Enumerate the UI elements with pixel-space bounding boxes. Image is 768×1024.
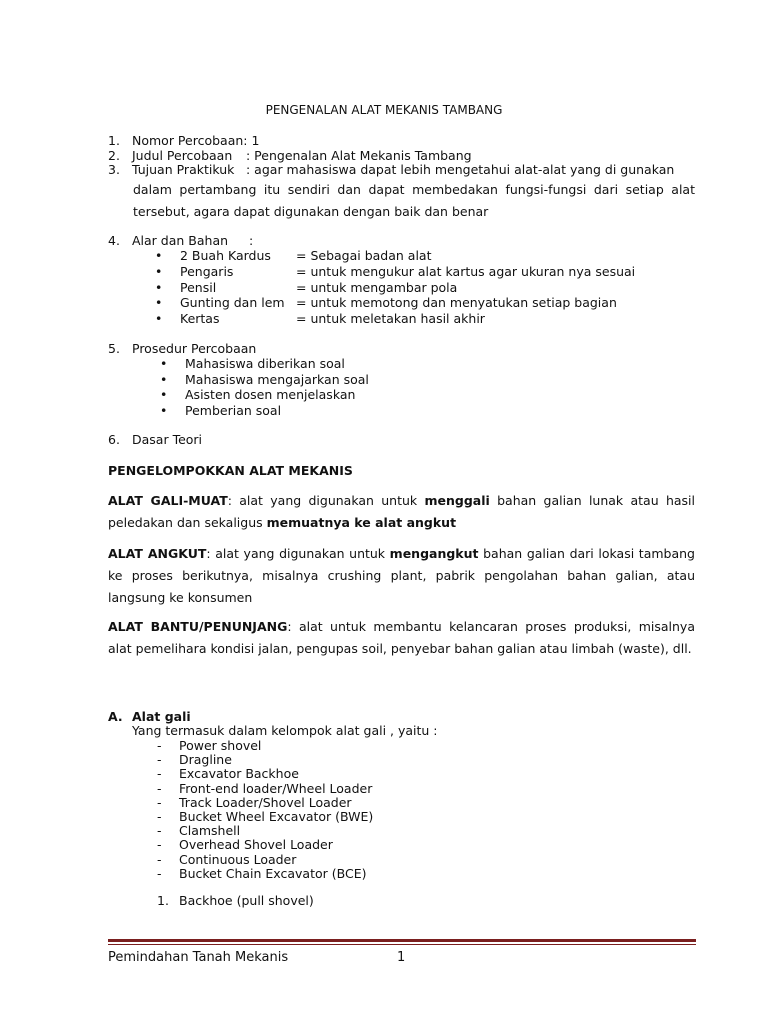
emphasis: menggali [424, 493, 490, 508]
section-letter: A. [108, 709, 123, 724]
procedure-step: Pemberian soal [185, 402, 282, 418]
term: ALAT BANTU/PENUNJANG [108, 619, 288, 634]
paragraph-alat-bantu [108, 616, 695, 660]
item-label: Judul Percobaan [132, 148, 233, 163]
material-name: Gunting dan lem [180, 295, 285, 311]
material-name: 2 Buah Kardus [180, 248, 271, 263]
material-desc: = Sebagai badan alat [296, 248, 432, 263]
equipment-name: Overhead Shovel Loader [179, 837, 333, 853]
item-nomor-percobaan [108, 133, 259, 149]
item-number: 4. [108, 233, 120, 248]
equipment-name: Power shovel [179, 738, 262, 753]
item-label: Tujuan Praktikuk [132, 162, 235, 177]
dash-bullet: - [157, 808, 162, 824]
equipment-name: Track Loader/Shovel Loader [179, 794, 352, 810]
procedure-step: Asisten dosen menjelaskan [185, 387, 356, 403]
text: : alat yang digunakan untuk [227, 493, 425, 508]
paragraph-alat-angkut [108, 543, 695, 609]
bullet-icon: • [160, 402, 168, 418]
emphasis: memuatnya ke alat angkut [266, 515, 457, 530]
bullet-icon: • [155, 279, 163, 295]
material-desc: = untuk meletakan hasil akhir [296, 311, 485, 327]
item-number: 5. [108, 341, 120, 356]
dash-bullet: - [157, 766, 162, 782]
material-name: Pensil [180, 279, 217, 295]
item-label: Prosedur Percobaan [132, 341, 257, 356]
material-name: Pengaris [180, 263, 234, 279]
item-value: : Pengenalan Alat Mekanis Tambang [246, 148, 472, 163]
item-value: : agar mahasiswa dapat lebih mengetahui alat-alat yang di gunakan [246, 162, 675, 177]
material-name: Kertas [180, 311, 220, 327]
section-title: Alat gali [132, 709, 191, 724]
subitem-number: 1. [157, 893, 169, 908]
item-dasar-teori [108, 432, 202, 448]
subitem-label: Backhoe (pull shovel) [179, 893, 314, 908]
tujuan-continuation: dalam pertambang itu sendiri dan dapat membedakan fungsi-fungsi dari setiap alat tersebut, agara dapat digunakan dengan baik dan benar [133, 182, 695, 219]
text: bahan galian dari lokasi tambang ke proses berikutnya, misalnya crushing plant, pabrik pengolahan bahan galian, atau langsung ke konsumen [108, 546, 695, 605]
section-heading: PENGELOMPOKKAN ALAT MEKANIS [108, 463, 353, 478]
material-desc: = untuk mengambar pola [296, 279, 458, 295]
page-title: PENGENALAN ALAT MEKANIS TAMBANG [265, 103, 503, 117]
equipment-name: Front-end loader/Wheel Loader [179, 780, 373, 796]
equipment-name: Dragline [179, 752, 232, 768]
bullet-icon: • [160, 387, 168, 403]
bullet-icon: • [155, 248, 163, 263]
footer-rule-thin [108, 944, 696, 945]
bullet-icon: • [155, 311, 163, 327]
bullet-icon: • [160, 356, 168, 371]
subitem-backhoe [157, 893, 314, 909]
text: bahan galian lunak atau hasil peledakan dan sekaligus [108, 493, 695, 530]
page-number: 1 [397, 950, 406, 965]
dash-bullet: - [157, 738, 162, 753]
equipment-name: Bucket Chain Excavator (BCE) [179, 865, 367, 881]
dash-bullet: - [157, 865, 162, 881]
bullet-icon: • [155, 263, 163, 279]
term: ALAT ANGKUT [108, 546, 207, 561]
footer-title: Pemindahan Tanah Mekanis [108, 950, 289, 965]
footer-rule-thick [108, 939, 696, 942]
dash-bullet: - [157, 752, 162, 768]
dash-bullet: - [157, 851, 162, 867]
item-number: 3. [108, 162, 120, 177]
dash-bullet: - [157, 837, 162, 853]
alat-gali-intro: Yang termasuk dalam kelompok alat gali , yaitu : [132, 723, 438, 738]
item-label: Dasar Teori [132, 432, 203, 447]
bullet-icon: • [155, 295, 163, 311]
term: ALAT GALI-MUAT [108, 493, 228, 508]
item-label: Alar dan Bahan [132, 233, 229, 248]
procedure-step: Mahasiswa diberikan soal [185, 356, 345, 371]
material-desc: = untuk mengukur alat kartus agar ukuran nya sesuai [296, 263, 636, 279]
equipment-name: Bucket Wheel Excavator (BWE) [179, 808, 374, 824]
equipment-name: Continuous Loader [179, 851, 297, 867]
dash-bullet: - [157, 780, 162, 796]
item-value: : [249, 233, 254, 248]
item-number: 6. [108, 432, 120, 447]
item-alat-dan-bahan [108, 233, 253, 249]
item-prosedur-percobaan [108, 341, 256, 357]
text: : alat yang digunakan untuk [206, 546, 390, 561]
dash-bullet: - [157, 794, 162, 810]
paragraph-alat-gali-muat [108, 490, 695, 534]
text: : alat untuk membantu kelancaran proses produksi, misalnya alat pemelihara kondisi jalan, pengupas soil, penyebar bahan galian atau limbah (waste), dll. [108, 619, 695, 656]
equipment-name: Excavator Backhoe [179, 766, 299, 782]
procedure-step: Mahasiswa mengajarkan soal [185, 371, 369, 387]
material-desc: = untuk memotong dan menyatukan setiap bagian [296, 295, 617, 311]
item-label: Nomor Percobaan [132, 133, 244, 148]
emphasis: mengangkut [389, 546, 479, 561]
dash-bullet: - [157, 823, 162, 839]
item-tujuan-praktikum [108, 162, 674, 178]
item-number: 1. [108, 133, 120, 148]
bullet-icon: • [160, 371, 168, 387]
equipment-name: Clamshell [179, 823, 241, 839]
item-value: : 1 [243, 133, 260, 148]
item-number: 2. [108, 148, 120, 163]
